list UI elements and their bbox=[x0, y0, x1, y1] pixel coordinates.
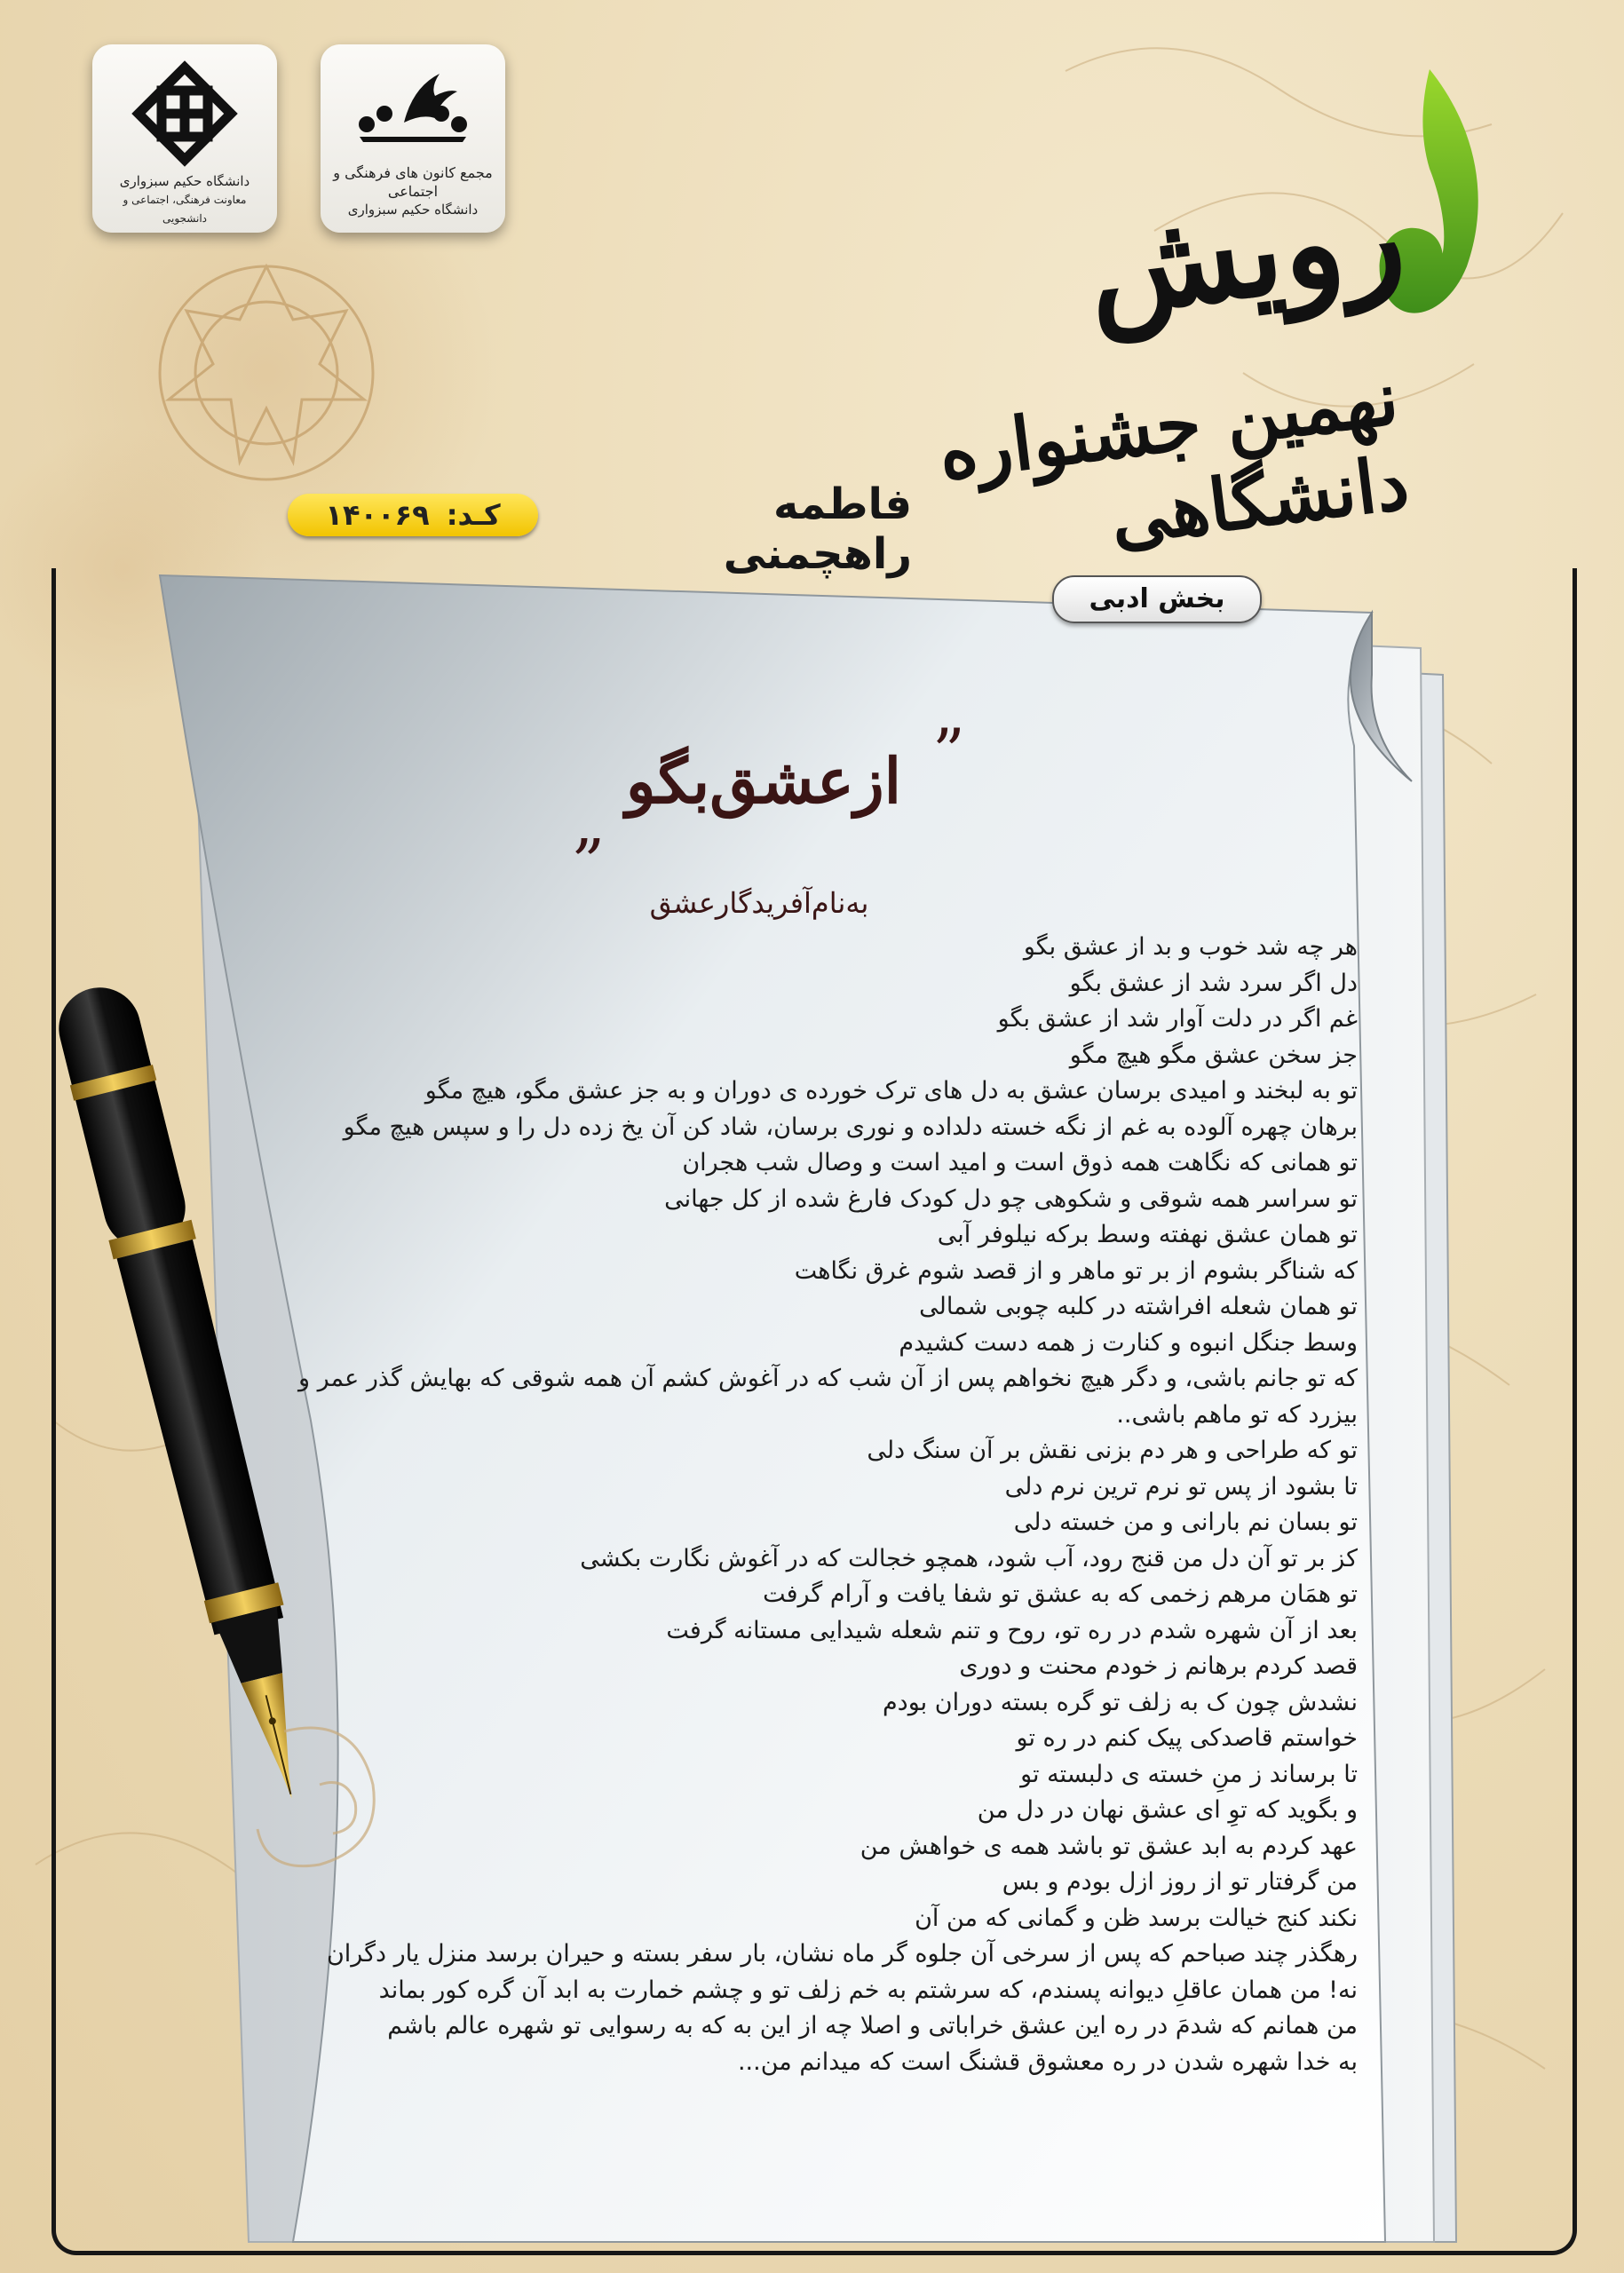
code-value: ۱۴۰۰۶۹ bbox=[325, 498, 430, 532]
poem-line: و بگوید که توِ ای عشق نهان در دل من bbox=[977, 1796, 1358, 1824]
poem-line: تو که طراحی و هر دم بزنی نقش بر آن سنگ دلی bbox=[867, 1437, 1358, 1464]
poem-line: من گرفتار تو از روز ازل بودم و بس bbox=[1002, 1868, 1358, 1896]
poem-line: که شناگر بشوم از بر تو ماهر و از قصد شوم غرق نگاهت bbox=[794, 1256, 1358, 1285]
poem-line: وسط جنگل انبوه و کنارت ز همه دست کشیدم bbox=[899, 1328, 1358, 1357]
poem-line: تا برساند ز منِ خسته ی دلبسته تو bbox=[1020, 1760, 1358, 1788]
poem-body bbox=[283, 930, 1358, 2080]
poem-line: که تو جانم باشی، و دگر هیچ نخواهم پس از آن شب که در آغوش کشم آن همه شوقی که بهایش گذر عمر و bbox=[298, 1365, 1358, 1392]
poem-line: قصد کردم برهانم ز خودم محنت و دوری bbox=[959, 1652, 1358, 1680]
poem-dedication: به‌نام‌آفریدگارعشق bbox=[649, 886, 869, 920]
author-name: فاطمه راهچمنی bbox=[723, 479, 912, 579]
poem-line: برهان چهره آلوده به غم از نگه خسته دلداده و نوری برسان، شاد کن آن یخ زده دل را و سپس هیچ مگو bbox=[343, 1113, 1358, 1141]
cultural-council-caption-1: مجمع کانون های فرهنگی و اجتماعی bbox=[333, 164, 493, 200]
poem-line: نه! من همان عاقلِ دیوانه پسندم، که سرشتم به خم زلف تو و چشم خمارت به ابد آن گره کور بماند bbox=[378, 1976, 1358, 2004]
poem-line: تو همَان مرهم زخمی که به عشق تو شفا یافت و آرام گرفت bbox=[763, 1580, 1358, 1608]
festival-title-main: رویش bbox=[1078, 160, 1413, 345]
poem-line: خواستم قاصدکی پیک کنم در ره تو bbox=[1016, 1724, 1358, 1752]
poem-line: تو بسان نم بارانی و من خسته دلی bbox=[1013, 1509, 1358, 1536]
poem-line: کز بر تو آن دل من قنج رود، آب شود، همچو خجالت که در آغوش نگارت بکشی bbox=[580, 1544, 1358, 1572]
cultural-council-caption-2: دانشگاه حکیم سبزواری bbox=[347, 202, 479, 218]
poem-line: نشدش چون ک به زلف تو گره بسته دوران بودم bbox=[882, 1688, 1358, 1716]
poem-line: بیزرد که تو ماهم باشی.. bbox=[1116, 1400, 1358, 1429]
close-quote-mark: „ bbox=[573, 786, 606, 860]
poem-line: تو سراسر همه شوقی و شکوهی چو دل کودک فارغ شده از کل جهانی bbox=[664, 1184, 1358, 1213]
section-label: بخش ادبی bbox=[1052, 575, 1262, 623]
poem-line: تو به لبخند و امیدی برسان عشق به دل های ترک خورده ی دوران و به جز عشق مگو، هیچ مگو bbox=[424, 1077, 1358, 1105]
poem-line: تا بشود از پس تو نرم ترین نرم دلی bbox=[1004, 1472, 1358, 1501]
university-logo-caption-1: دانشگاه حکیم سبزواری bbox=[119, 173, 250, 189]
poem-line: نکند کنج خیالت برسد ظن و گمانی که من آن bbox=[915, 1904, 1358, 1932]
poem-line: هر چه شد خوب و بد از عشق بگو bbox=[1023, 933, 1358, 961]
poem-line: عهد کردم به ابد عشق تو باشد همه ی خواهش من bbox=[860, 1832, 1358, 1860]
university-logo-caption-2: معاونت فرهنگی، اجتماعی و دانشجویی bbox=[123, 194, 247, 225]
poem-line: من همانم که شدمَ در ره این عشق خراباتی و اصلا چه از این به که به رسوایی تو شهره عالم باشم bbox=[387, 2012, 1358, 2039]
poem-title: ازعشق‌بگو bbox=[625, 744, 902, 818]
poem-line: تو همان عشق نهفته وسط برکه نیلوفر آبی bbox=[937, 1221, 1358, 1248]
fountain-pen-icon bbox=[53, 950, 408, 1909]
code-label: کـد: bbox=[446, 498, 501, 532]
poem-line: غم اگر در دلت آوار شد از عشق بگو bbox=[997, 1005, 1358, 1033]
poem-line: رهگذر چند صباحم که پس از سرخی آن جلوه گر ماه نشان، بار سفر بسته و حیران برسد منزل یار دگران bbox=[326, 1940, 1358, 1968]
poem-line: تو همان شعله افراشته در کلبه چوبی شمالی bbox=[919, 1293, 1358, 1320]
poem-line: تو همانی که نگاهت همه ذوق است و امید است و وصال شب هجران bbox=[682, 1149, 1358, 1176]
open-quote-mark: ” bbox=[932, 715, 965, 789]
poem-line: بعد از آن شهره شدم در ره تو، روح و تنم شعله شیدایی مستانه گرفت bbox=[666, 1616, 1358, 1644]
poem-line: به خدا شهره شدن در ره معشوق قشنگ است که میدانم من... bbox=[737, 2047, 1358, 2076]
festival-title-sub: نهمین جشنواره دانشگاهی bbox=[934, 355, 1414, 562]
poem-line: جز سخن عشق مگو هیچ مگو bbox=[1069, 1041, 1358, 1069]
poem-line: دل اگر سرد شد از عشق بگو bbox=[1069, 969, 1358, 997]
